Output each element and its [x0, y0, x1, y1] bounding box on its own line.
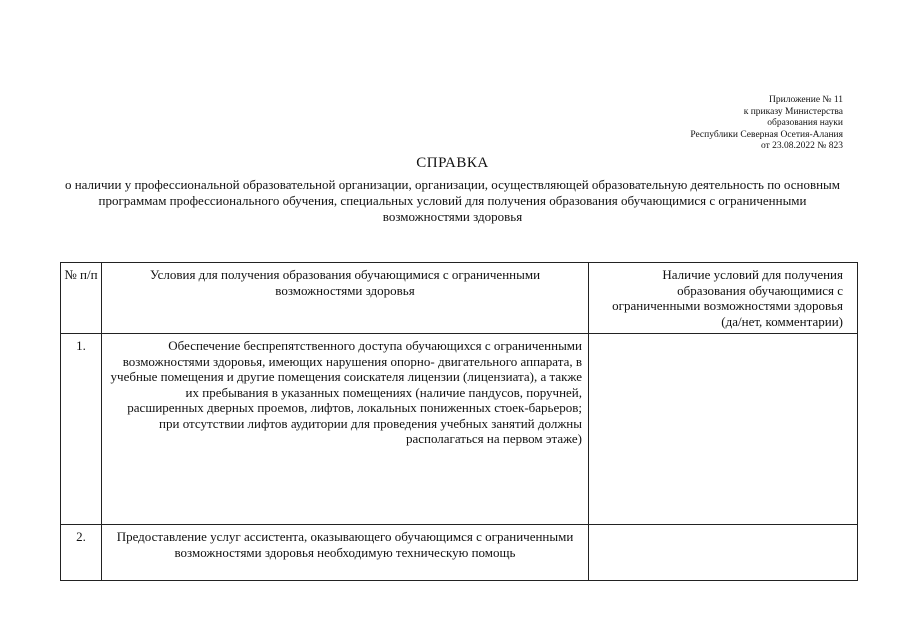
- appendix-block: [690, 95, 843, 153]
- table-row: [61, 525, 858, 581]
- appendix-line: к приказу Министерства: [743, 106, 843, 117]
- row-availability[interactable]: [589, 334, 858, 525]
- row-num: 2.: [61, 525, 102, 581]
- appendix-line: от 23.08.2022 № 823: [761, 141, 843, 151]
- conditions-table: [60, 262, 858, 581]
- header-availability: Наличие условий для получения образования обучающимися с ограниченными возможностями здоровья (да/нет, комментарии): [589, 263, 858, 334]
- document-title: СПРАВКА: [416, 155, 489, 171]
- appendix-line: Республики Северная Осетия-Алания: [690, 129, 843, 140]
- appendix-line: образования науки: [767, 118, 843, 128]
- header-condition: Условия для получения образования обучающимися с ограниченными возможностями здоровья: [102, 263, 589, 334]
- table-row: [61, 334, 858, 525]
- document-subtitle: о наличии у профессиональной образовательной организации, организации, осуществляющей образовательную деятельность по основным программам профессионального обучения, специальных условий для получения образования обучающимися с ограниченными возможностями здоровья: [64, 177, 841, 224]
- table-header-row: [61, 263, 858, 334]
- row-availability[interactable]: [589, 525, 858, 581]
- row-num: 1.: [61, 334, 102, 525]
- appendix-line: Приложение № 11: [769, 95, 843, 105]
- row-condition: Предоставление услуг ассистента, оказывающего обучающимся с ограниченными возможностями здоровья необходимую техническую помощь: [102, 525, 589, 581]
- header-num: № п/п: [61, 263, 102, 334]
- row-condition: Обеспечение беспрепятственного доступа обучающихся с ограниченными возможностями здоровья, имеющих нарушения опорно- двигательного аппарата, в учебные помещения и другие помещения соискателя лицензии (лицензиата), а также их пребывания в указанных помещениях (наличие пандусов, поручней, расширенных дверных проемов, лифтов, локальных пониженных стоек-барьеров; при отсутствии лифтов аудитории для проведения учебных занятий должны располагаться на первом этаже): [102, 334, 589, 525]
